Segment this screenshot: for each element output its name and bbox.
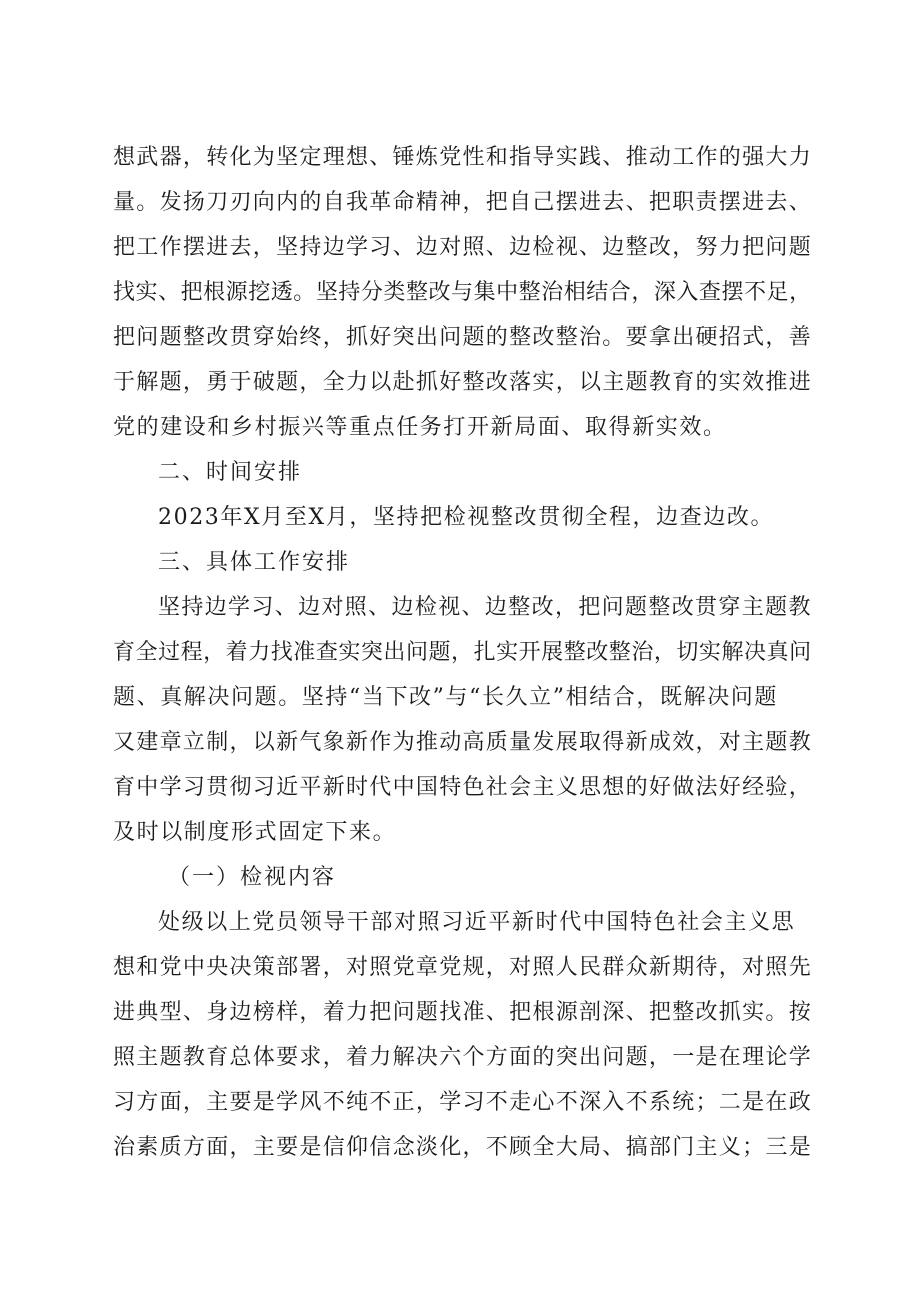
- paragraph-line: 照主题教育总体要求，着力解决六个方面的突出问题，一是在理论学: [113, 1045, 813, 1070]
- paragraph-line: 育全过程，着力找准查实突出问题，扎实开展整改整治，切实解决真问: [113, 640, 812, 665]
- paragraph-line: 想武器，转化为坚定理想、锤炼党性和指导实践、推动工作的强大力: [113, 145, 813, 170]
- paragraph-line: 坚持边学习、边对照、边检视、边整改，把问题整改贯穿主题教: [158, 595, 812, 620]
- section-heading-schedule: 二、时间安排: [158, 460, 303, 485]
- paragraph-line: 及时以制度形式固定下来。: [113, 820, 397, 845]
- subsection-heading-review-content: （一）检视内容: [168, 865, 337, 890]
- section-heading-arrangements: 三、具体工作安排: [158, 550, 351, 575]
- paragraph-line: 党的建设和乡村振兴等重点任务打开新局面、取得新实效。: [113, 415, 727, 440]
- paragraph-line: 找实、把根源挖透。坚持分类整改与集中整治相结合，深入查摆不足，: [113, 280, 812, 305]
- paragraph-line: 治素质方面，主要是信仰信念淡化，不顾全大局、搞部门主义；三是: [113, 1135, 813, 1160]
- paragraph-line: 进典型、身边榜样，着力把问题找准、把根源剖深、把整改抓实。按: [113, 1000, 813, 1025]
- paragraph-line: 想和党中央决策部署，对照党章党规，对照人民群众新期待，对照先: [113, 955, 813, 980]
- paragraph-line: 处级以上党员领导干部对照习近平新时代中国特色社会主义思: [158, 910, 796, 935]
- paragraph-line: 把工作摆进去，坚持边学习、边对照、边检视、边整改，努力把问题: [113, 235, 813, 260]
- paragraph-line: 又建章立制，以新气象新作为推动高质量发展取得新成效，对主题教: [113, 730, 813, 755]
- paragraph-line: 量。发扬刀刃向内的自我革命精神，把自己摆进去、把职责摆进去、: [113, 190, 813, 215]
- paragraph-line: 育中学习贯彻习近平新时代中国特色社会主义思想的好做法好经验，: [113, 775, 813, 800]
- paragraph-line: 2023年X月至X月，坚持把检视整改贯彻全程，边查边改。: [158, 505, 775, 530]
- paragraph-line: 于解题，勇于破题，全力以赴抓好整改落实，以主题教育的实效推进: [113, 370, 813, 395]
- paragraph-line: 题、真解决问题。坚持“当下改”与“长久立”相结合，既解决问题: [113, 685, 778, 710]
- paragraph-line: 习方面，主要是学风不纯不正，学习不走心不深入不系统；二是在政: [113, 1090, 813, 1115]
- paragraph-line: 把问题整改贯穿始终，抓好突出问题的整改整治。要拿出硬招式，善: [113, 325, 813, 350]
